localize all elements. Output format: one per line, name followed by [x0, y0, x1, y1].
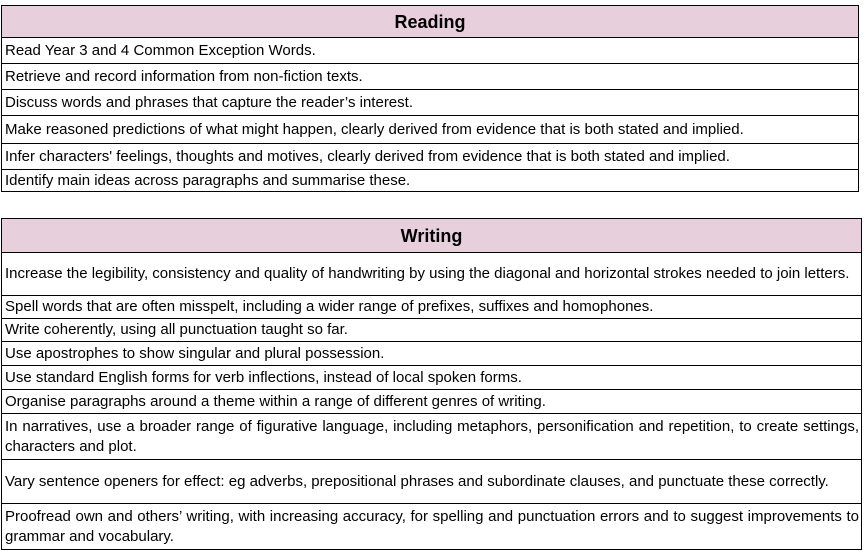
writing-item: Proofread own and others’ writing, with increasing accuracy, for spelling and punctuation errors and to suggest improvements to grammar and vocabulary. — [2, 504, 862, 550]
reading-item: Make reasoned predictions of what might happen, clearly derived from evidence that is both stated and implied. — [2, 116, 859, 144]
writing-item: Use standard English forms for verb inflections, instead of local spoken forms. — [2, 366, 862, 390]
reading-item: Retrieve and record information from non-fiction texts. — [2, 64, 859, 90]
reading-item: Read Year 3 and 4 Common Exception Words. — [2, 38, 859, 64]
reading-item: Identify main ideas across paragraphs and summarise these. — [2, 170, 859, 192]
reading-title: Reading — [2, 6, 859, 38]
reading-table — [1, 5, 859, 192]
writing-item: Use apostrophes to show singular and plural possession. — [2, 342, 862, 366]
writing-item: Vary sentence openers for effect: eg adverbs, prepositional phrases and subordinate clauses, and punctuate these correctly. — [2, 460, 862, 504]
writing-item: Increase the legibility, consistency and quality of handwriting by using the diagonal and horizontal strokes needed to join letters. — [2, 253, 862, 296]
reading-item: Infer characters' feelings, thoughts and motives, clearly derived from evidence that is both stated and implied. — [2, 144, 859, 170]
reading-item: Discuss words and phrases that capture the reader’s interest. — [2, 90, 859, 116]
writing-item: Organise paragraphs around a theme within a range of different genres of writing. — [2, 390, 862, 414]
writing-table — [1, 218, 862, 550]
writing-title: Writing — [2, 219, 862, 253]
writing-item: In narratives, use a broader range of figurative language, including metaphors, personification and repetition, to create settings, characters and plot. — [2, 414, 862, 460]
writing-item: Spell words that are often misspelt, including a wider range of prefixes, suffixes and homophones. — [2, 296, 862, 319]
writing-item: Write coherently, using all punctuation taught so far. — [2, 319, 862, 342]
